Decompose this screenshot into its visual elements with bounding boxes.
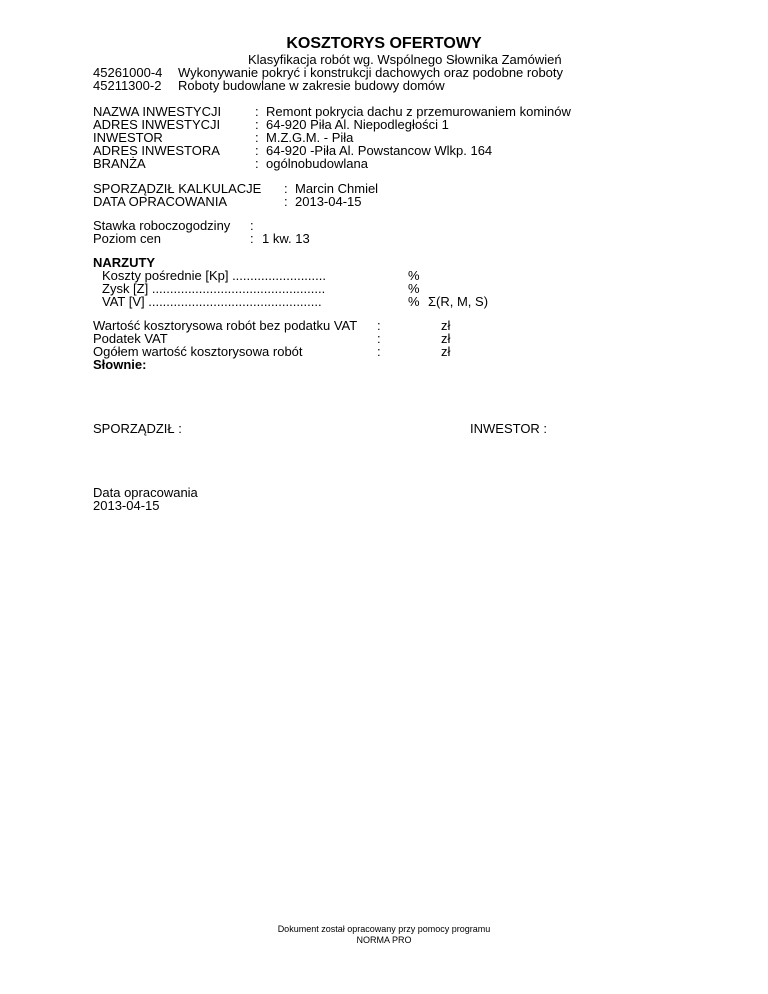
profit-label: Zysk [Z] ................................................ (102, 281, 326, 296)
profit-unit: % (408, 281, 420, 296)
document-title: KOSZTORYS OFERTOWY (286, 35, 482, 52)
classification-heading: Klasyfikacja robót wg. Wspólnego Słownika Zamówień (248, 52, 562, 67)
field-colon: : (250, 218, 254, 233)
vat-label: VAT [V] ................................................ (102, 294, 322, 309)
preparation-date-value: 2013-04-15 (295, 194, 362, 209)
date-label: Data opracowania (93, 485, 198, 500)
price-level-label: Poziom cen (93, 231, 161, 246)
hourly-rate-label: Stawka roboczogodziny (93, 218, 231, 233)
field-colon: : (377, 331, 381, 346)
field-colon: : (255, 104, 259, 119)
vat-unit: % (408, 294, 420, 309)
footer-line-1: Dokument został opracowany przy pomocy programu (277, 924, 491, 934)
investor-address-label: ADRES INWESTORA (93, 143, 220, 158)
indirect-costs-label: Koszty pośrednie [Kp] .......................... (102, 268, 326, 283)
field-colon: : (377, 344, 381, 359)
gross-value-unit: zł (441, 344, 451, 359)
gross-value-label: Ogółem wartość kosztorysowa robót (93, 344, 303, 359)
indirect-costs-unit: % (408, 268, 420, 283)
preparation-date-label: DATA OPRACOWANIA (93, 194, 228, 209)
trade-value: ogólnobudowlana (266, 156, 368, 171)
investment-address-value: 64-920 Piła Al. Niepodległości 1 (266, 117, 449, 132)
date-value: 2013-04-15 (93, 498, 160, 513)
classification-code: 45211300-2 (93, 78, 162, 93)
vat-tax-unit: zł (441, 331, 451, 346)
field-colon: : (250, 231, 254, 246)
investment-name-label: NAZWA INWESTYCJI (93, 104, 222, 119)
investment-address-label: ADRES INWESTYCJI (93, 117, 221, 132)
investor-label: INWESTOR (93, 130, 163, 145)
field-colon: : (255, 130, 259, 145)
net-value-unit: zł (441, 318, 451, 333)
prepared-by-value: Marcin Chmiel (295, 181, 379, 196)
in-words-label: Słownie: (93, 357, 147, 372)
field-colon: : (284, 194, 288, 209)
vat-note: Σ(R, M, S) (428, 294, 489, 309)
field-colon: : (255, 117, 259, 132)
footer-line-2: NORMA PRO (356, 935, 412, 945)
investor-address-value: 64-920 -Piła Al. Powstancow Wlkp. 164 (266, 143, 493, 158)
field-colon: : (377, 318, 381, 333)
prepared-by-label: SPORZĄDZIŁ KALKULACJE (93, 181, 262, 196)
net-value-label: Wartość kosztorysowa robót bez podatku VAT (93, 318, 358, 333)
trade-label: BRANŻA (93, 156, 146, 171)
field-colon: : (284, 181, 288, 196)
field-colon: : (255, 143, 259, 158)
price-level-value: 1 kw. 13 (262, 231, 310, 246)
classification-code: 45261000-4 (93, 65, 163, 80)
investment-name-value: Remont pokrycia dachu z przemurowaniem kominów (266, 104, 571, 119)
surcharges-heading: NARZUTY (93, 255, 156, 270)
field-colon: : (255, 156, 259, 171)
vat-tax-label: Podatek VAT (93, 331, 168, 346)
classification-description: Roboty budowlane w zakresie budowy domów (178, 78, 445, 93)
investor-value: M.Z.G.M. - Piła (266, 130, 354, 145)
prepared-by-signature-label: SPORZĄDZIŁ : (93, 421, 182, 436)
investor-signature-label: INWESTOR : (470, 421, 548, 436)
classification-description: Wykonywanie pokryć i konstrukcji dachowych oraz podobne roboty (178, 65, 564, 80)
